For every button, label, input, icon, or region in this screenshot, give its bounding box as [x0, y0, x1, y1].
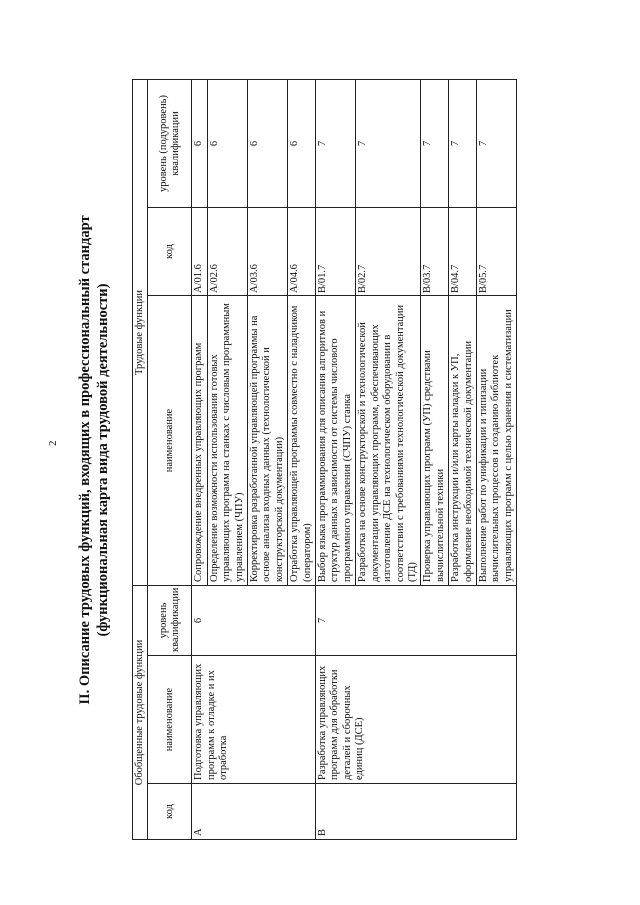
- function-code: A/04.6: [288, 208, 316, 296]
- function-level: 6: [288, 79, 316, 207]
- group-level: 6: [192, 586, 316, 656]
- function-name: Разработка на основе конструкторской и технологической документации управляющих программ, обеспечивающих изготовление ДСЕ на технологическом оборудовании в соответствии с требованиями технологической документации (ТД): [356, 296, 421, 586]
- page-number: 2: [47, 440, 59, 446]
- function-level: 6: [248, 79, 288, 207]
- function-code: B/05.7: [476, 208, 516, 296]
- function-code: A/01.6: [192, 208, 207, 296]
- group-level: 7: [316, 586, 517, 656]
- table-row: [192, 79, 207, 839]
- function-name: Корректировка разработанной управляющей программы на основе анализа входных данных (технологической и конструкторской документации): [248, 296, 288, 586]
- function-level: 7: [421, 79, 449, 207]
- function-name: Проверка управляющих программ (УП) средствами вычислительной техники: [421, 296, 449, 586]
- table-row: [316, 79, 356, 839]
- function-level: 6: [207, 79, 247, 207]
- function-level: 7: [356, 79, 421, 207]
- function-level: 7: [316, 79, 356, 207]
- header-name: наименование: [148, 656, 192, 784]
- function-code: A/02.6: [207, 208, 247, 296]
- function-code: A/03.6: [248, 208, 288, 296]
- function-name: Выполнение работ по унификации и типизации вычислительных процессов и созданию библиотек управляющих программ с целью хранения и систематизации: [476, 296, 516, 586]
- header-qual-level: уровень квалификации: [148, 586, 192, 656]
- function-level: 7: [476, 79, 516, 207]
- page-title: [76, 80, 112, 840]
- function-code: B/03.7: [421, 208, 449, 296]
- group-code: A: [192, 784, 316, 840]
- group-name: Разработка управляющих программ для обработки деталей и сборочных единиц (ДСЕ): [316, 656, 517, 784]
- function-code: B/01.7: [316, 208, 356, 296]
- header-labor-name: наименование: [148, 296, 192, 586]
- title-line-2: (функциональная карта вида трудовой деятельности): [95, 283, 111, 637]
- header-generalized: Обобщенные трудовые функции: [133, 586, 148, 840]
- header-sub-level: уровень (подуровень) квалификации: [148, 79, 192, 207]
- function-name: Выбор языка программирования для описания алгоритмов и структур данных в зависимости от системы числового программного управления (СЧПУ) станка: [316, 296, 356, 586]
- function-level: 6: [192, 79, 207, 207]
- function-level: 7: [449, 79, 477, 207]
- group-name: Подготовка управляющих программ к отладке и их отработка: [192, 656, 316, 784]
- function-name: Сопровождение внедренных управляющих программ: [192, 296, 207, 586]
- group-code: B: [316, 784, 517, 840]
- function-name: Отработка управляющей программы совместно с наладчиком (оператором): [288, 296, 316, 586]
- functional-map-table: [132, 79, 517, 840]
- function-code: B/04.7: [449, 208, 477, 296]
- header-code: код: [148, 784, 192, 840]
- header-labor-code: код: [148, 208, 192, 296]
- function-name: Разработка инструкции и/или карты наладки к УП, оформление необходимой технической документации: [449, 296, 477, 586]
- header-labor: Трудовые функции: [133, 79, 148, 585]
- title-line-1: II. Описание трудовых функций, входящих в профессиональный стандарт: [77, 215, 93, 705]
- rotated-page: [76, 80, 606, 840]
- function-name: Определение возможности использования готовых управляющих программ на станках с числовым программным управлением (ЧПУ): [207, 296, 247, 586]
- function-code: B/02.7: [356, 208, 421, 296]
